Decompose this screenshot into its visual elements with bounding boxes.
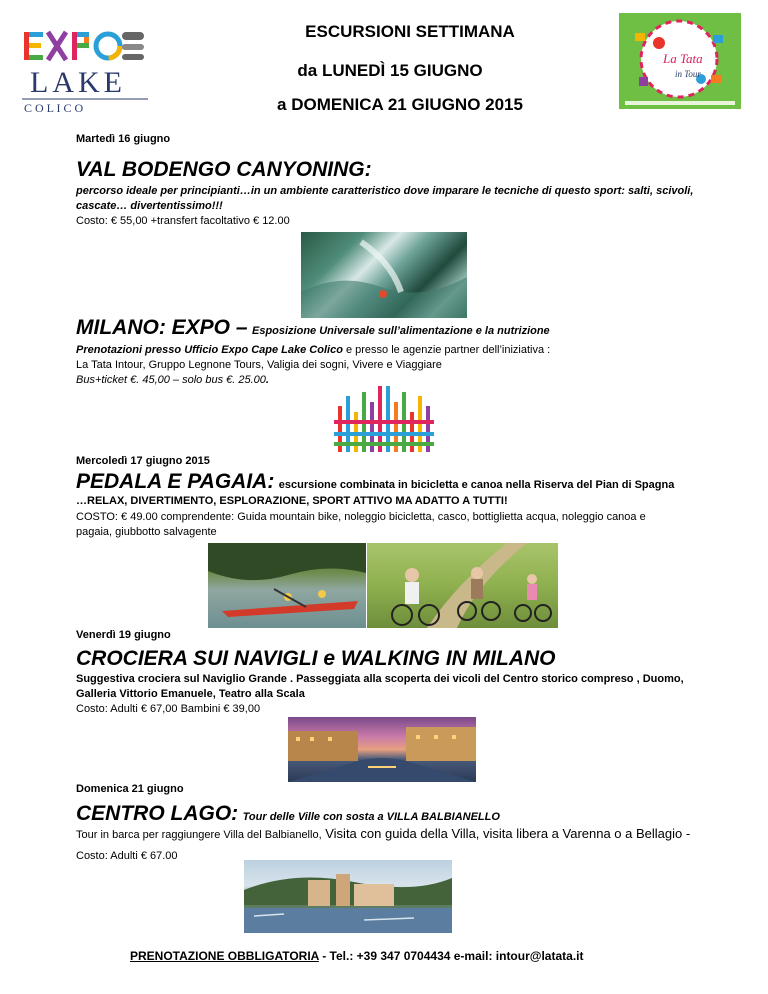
event3-subtitle: escursione combinata in bicicletta e canoa nella Riserva del Pian di Spagna bbox=[278, 479, 675, 491]
event1-title: VAL BODENGO CANYONING: bbox=[76, 158, 372, 181]
villa-balbianello-photo bbox=[244, 860, 452, 933]
event3-cost: COSTO: € 49.00 comprendente: Guida mountain bike, noleggio bicicletta, casco, bottiglietta acqua, noleggio canoa e pagaia, giubbotto salvagente bbox=[76, 511, 646, 538]
event4-title: CROCIERA SUI NAVIGLI e WALKING IN MILANO bbox=[76, 647, 556, 670]
event2-price-dot: . bbox=[265, 374, 269, 386]
event5-cost: Costo: Adulti € 67.00 bbox=[76, 850, 178, 862]
svg-text:C O L I C O: C O L I C O bbox=[24, 101, 84, 114]
event4-description: Suggestiva crociera sul Naviglio Grande . Passeggiata alla scoperta dei vicoli del Centro storico compreso , Duomo, Galleria Vittorio Emanuele, Teatro alla Scala bbox=[76, 673, 684, 700]
expo-duomo-svg bbox=[334, 382, 434, 452]
event2-booking-office: Prenotazioni presso Ufficio Expo Cape Lake Colico bbox=[76, 344, 343, 356]
bike-photo-graphic bbox=[367, 543, 558, 628]
event5-subtitle: Tour delle Ville con sosta a VILLA BALBIANELLO bbox=[242, 811, 500, 823]
svg-text:La Tata: La Tata bbox=[663, 51, 703, 66]
expo-duomo-graphic bbox=[334, 382, 434, 452]
la-tata-logo-graphic bbox=[619, 13, 741, 109]
event1-description: percorso ideale per principianti…in un ambiente caratteristico dove imparare le tecniche di questo sport: salti, scivoli, cascate… divertentissimo!!! bbox=[76, 185, 694, 212]
header-line-3: a DOMENICA 21 GIUGNO 2015 bbox=[277, 95, 523, 114]
event5-title: CENTRO LAGO: bbox=[76, 802, 239, 825]
canoe-photo bbox=[208, 543, 366, 628]
expo-lake-logo-graphic bbox=[22, 26, 150, 114]
event4-date: Venerdì 19 giugno bbox=[76, 629, 171, 641]
footer-contact: - Tel.: +39 347 0704434 e-mail: intour@latata.it bbox=[318, 949, 584, 963]
event2-title-row bbox=[76, 316, 550, 340]
event3-date: Mercoledì 17 giugno 2015 bbox=[76, 455, 210, 467]
event2-line2: La Tata Intour, Gruppo Legnone Tours, Valigia dei sogni, Vivere e Viaggiare bbox=[76, 359, 442, 371]
navigli-photo bbox=[288, 717, 476, 782]
event2-booking-rest: e presso le agenzie partner dell’iniziativa : bbox=[342, 344, 551, 356]
canoe-photo-graphic bbox=[208, 543, 366, 628]
event4-cost: Costo: Adulti € 67,00 Bambini € 39,00 bbox=[76, 703, 261, 715]
navigli-photo-graphic bbox=[288, 717, 476, 782]
event3-title: PEDALA E PAGAIA: bbox=[76, 470, 275, 493]
event2-subtitle: Esposizione Universale sull’alimentazione e la nutrizione bbox=[251, 325, 550, 337]
header-line-2: da LUNEDÌ 15 GIUGNO bbox=[297, 61, 483, 80]
villa-photo-graphic bbox=[244, 860, 452, 933]
event2-line3 bbox=[76, 373, 269, 388]
event3-tagline: …RELAX, DIVERTIMENTO, ESPLORAZIONE, SPORT ATTIVO MA ADATTO A TUTTI! bbox=[76, 495, 508, 507]
event2-line1 bbox=[76, 343, 550, 358]
svg-text:in Tour: in Tour bbox=[675, 69, 701, 79]
footer bbox=[130, 949, 583, 963]
event1-cost: Costo: € 55,00 +transfert facoltativo € 12.00 bbox=[76, 215, 290, 227]
svg-text:LAKE: LAKE bbox=[30, 66, 126, 99]
bike-photo bbox=[367, 543, 558, 628]
canyoning-photo bbox=[301, 232, 467, 318]
expo-lake-logo bbox=[22, 26, 150, 114]
footer-booking-required: PRENOTAZIONE OBBLIGATORIA bbox=[130, 949, 319, 963]
event5-desc-a: Tour in barca per raggiungere Villa del Balbianello, bbox=[76, 829, 322, 841]
event5-desc-b: Visita con guida della Villa, visita libera a Varenna o a Bellagio - bbox=[321, 826, 691, 841]
event5-title-row bbox=[76, 802, 500, 826]
canyoning-photo-graphic bbox=[301, 232, 467, 318]
la-tata-logo bbox=[619, 13, 741, 109]
event1-date: Martedì 16 giugno bbox=[76, 133, 171, 145]
event5-date: Domenica 21 giugno bbox=[76, 783, 184, 795]
event3-title-row bbox=[76, 470, 674, 494]
header-line-1: ESCURSIONI SETTIMANA bbox=[305, 22, 515, 41]
event2-price: Bus+ticket €. 45,00 – solo bus €. 25.00 bbox=[76, 374, 266, 386]
event2-title: MILANO: EXPO – bbox=[76, 316, 248, 339]
